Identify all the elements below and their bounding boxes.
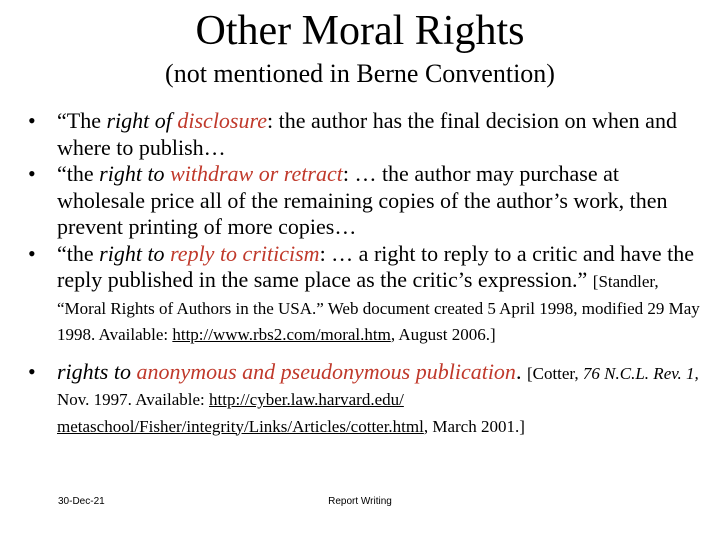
citation-text: , March 2001.]: [423, 416, 525, 436]
highlight-term: anonymous and pseudonymous publication: [136, 358, 516, 384]
slide-subtitle: (not mentioned in Berne Convention): [165, 59, 555, 88]
bullet-marker: •: [28, 358, 36, 384]
bullet-marker: •: [28, 240, 36, 266]
bullet-text: : … a right to reply to a critic and have the reply published in the same place as the critic’s expression.”: [57, 240, 695, 292]
bullet-text: : the author has the final decision on when and where to publish…: [57, 108, 677, 160]
bullet-text: : … the author may purchase at wholesale price all of the remaining copies of the author’s work, then prevent printing of more copies…: [57, 161, 668, 239]
bullet-text: right of: [106, 108, 178, 133]
bullet-text: “the: [57, 240, 100, 266]
bullet-marker: •: [28, 108, 36, 133]
bullet-text: right to: [99, 161, 171, 186]
highlight-term: reply to criticism: [170, 240, 320, 266]
bullet-reply: [28, 241, 708, 347]
citation-text: [Standler, “Moral Rights of Authors in the USA.” Web document created 5 April 1998, modified 29 May 1998. Available:: [57, 272, 700, 344]
citation-link[interactable]: http://cyber.law.harvard.edu/ metaschool/Fisher/integrity/Links/Articles/cotter.html: [57, 390, 424, 436]
citation-text: 76 N.C.L. Rev. 1,: [582, 363, 699, 383]
bullet-text: rights to: [57, 358, 137, 384]
bullet-disclosure: [28, 108, 708, 161]
slide-title: Other Moral Rights: [195, 8, 525, 54]
bullet-text: “The: [57, 108, 107, 133]
highlight-term: disclosure: [177, 108, 267, 133]
bullet-list: [28, 108, 708, 438]
bullet-text: right to: [99, 240, 171, 266]
bullet-anonymous: [28, 359, 708, 439]
citation-text: [Cotter,: [526, 363, 583, 383]
citation-text: , August 2006.]: [390, 325, 496, 344]
citation-link[interactable]: http://www.rbs2.com/moral.htm: [172, 325, 391, 344]
bullet-withdraw: [28, 161, 708, 241]
citation-text: Nov. 1997. Available:: [57, 390, 210, 409]
bullet-marker: •: [28, 161, 36, 186]
bullet-text: “the: [57, 161, 100, 186]
footer-title: Report Writing: [328, 496, 392, 507]
highlight-term: withdraw or retract: [170, 161, 343, 186]
bullet-text: .: [515, 358, 527, 384]
footer-date: 30-Dec-21: [58, 496, 105, 507]
